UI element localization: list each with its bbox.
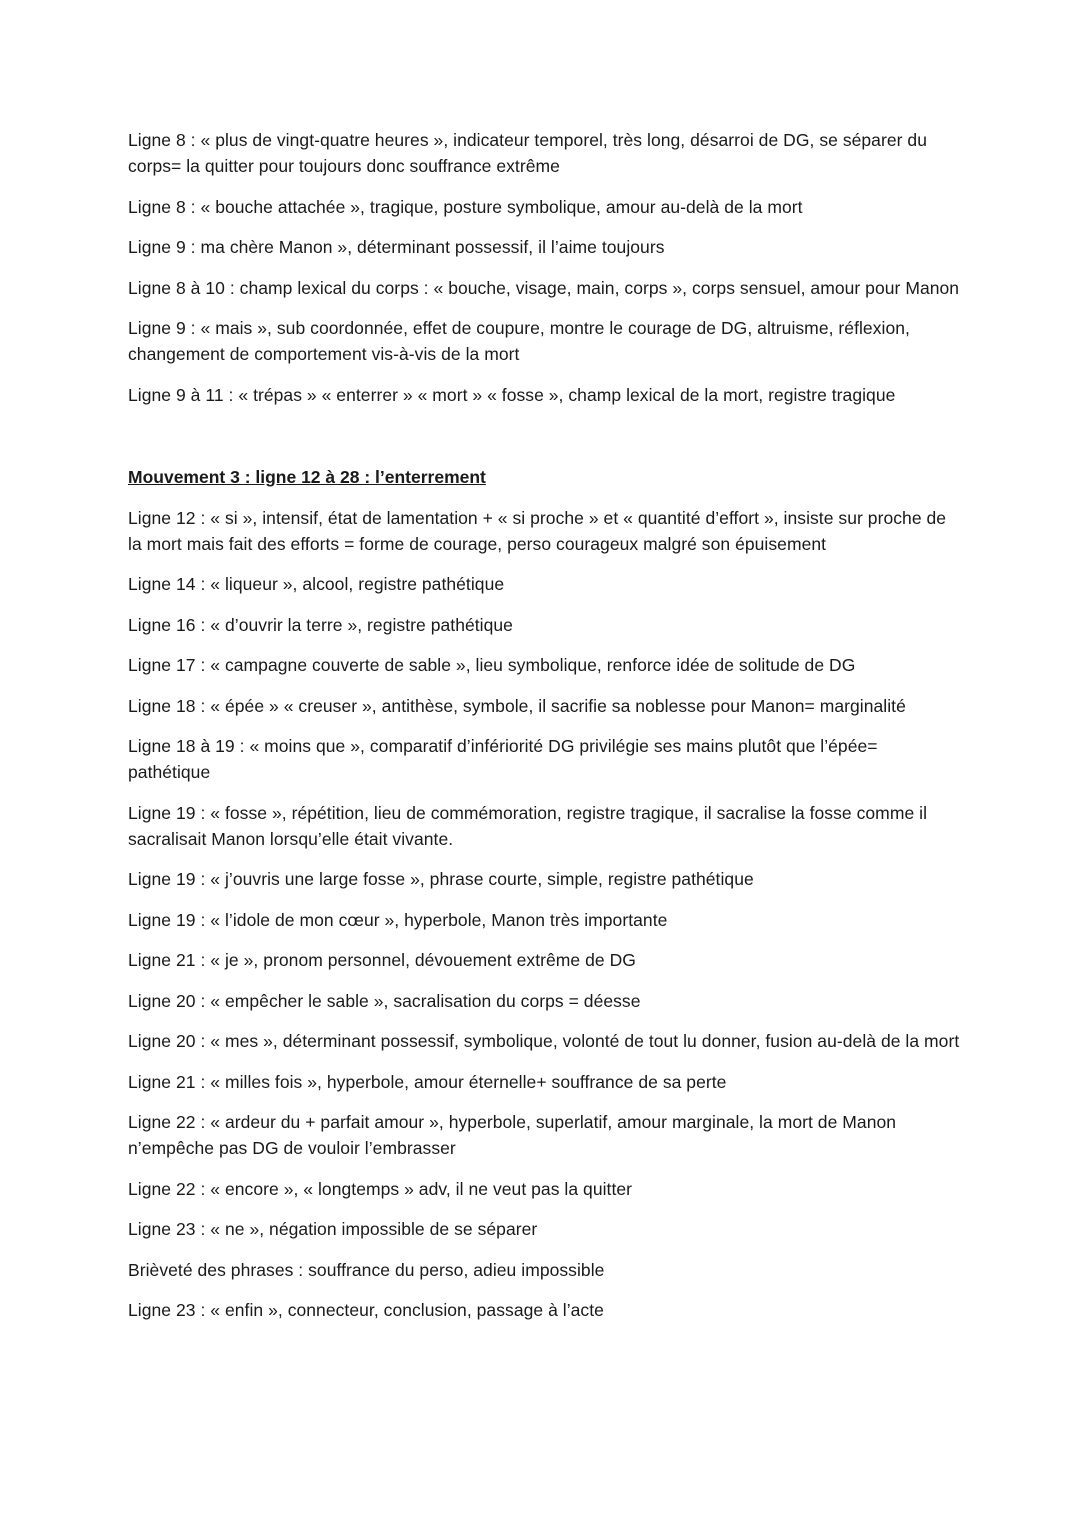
note-paragraph: Ligne 16 : « d’ouvrir la terre », registre pathétique [128, 614, 513, 635]
note-paragraph: Ligne 9 à 11 : « trépas » « enterrer » « mort » « fosse », champ lexical de la mort, registre tragique [128, 384, 896, 405]
section-heading: Mouvement 3 : ligne 12 à 28 : l’enterrement [128, 467, 486, 487]
note-paragraph: Ligne 9 : « mais », sub coordonnée, effet de coupure, montre le courage de DG, altruisme, réflexion, changement de comportement vis-à-vis de la mort [128, 318, 910, 364]
note-paragraph: Ligne 20 : « mes », déterminant possessif, symbolique, volonté de tout lu donner, fusion au-delà de la mort [128, 1031, 960, 1051]
note-paragraph: Ligne 19 : « j’ouvris une large fosse », phrase courte, simple, registre pathétique [128, 869, 754, 889]
note-paragraph: Ligne 21 : « je », pronom personnel, dévouement extrême de DG [128, 950, 636, 970]
section-mouvement-2-notes [128, 127, 960, 408]
section-mouvement-3 [128, 464, 960, 1323]
note-paragraph: Ligne 17 : « campagne couverte de sable », lieu symbolique, renforce idée de solitude de DG [128, 655, 856, 675]
note-paragraph: Brièveté des phrases : souffrance du perso, adieu impossible [128, 1259, 605, 1280]
document-page [128, 127, 960, 1338]
note-paragraph: Ligne 18 à 19 : « moins que », comparatif d’infériorité DG privilégie ses mains plutôt que l’épée= pathétique [128, 736, 878, 782]
note-paragraph: Ligne 8 : « bouche attachée », tragique, posture symbolique, amour au-delà de la mort [128, 196, 803, 217]
note-paragraph: Ligne 20 : « empêcher le sable », sacralisation du corps = déesse [128, 990, 641, 1011]
note-paragraph: Ligne 21 : « milles fois », hyperbole, amour éternelle+ souffrance de sa perte [128, 1071, 727, 1092]
note-paragraph: Ligne 8 à 10 : champ lexical du corps : « bouche, visage, main, corps », corps sensuel, amour pour Manon [128, 277, 960, 298]
note-paragraph: Ligne 8 : « plus de vingt-quatre heures », indicateur temporel, très long, désarroi de DG, se séparer du corps= la quitter pour toujours donc souffrance extrême [128, 130, 927, 176]
note-paragraph: Ligne 23 : « ne », négation impossible de se séparer [128, 1219, 538, 1239]
note-paragraph: Ligne 19 : « fosse », répétition, lieu de commémoration, registre tragique, il sacralise la fosse comme il sacralisait Manon lorsqu’elle était vivante. [128, 802, 928, 849]
note-paragraph: Ligne 9 : ma chère Manon », déterminant possessif, il l’aime toujours [128, 237, 665, 257]
note-paragraph: Ligne 22 : « ardeur du + parfait amour », hyperbole, superlatif, amour marginale, la mort de Manon n’empêche pas DG de vouloir l’embrasser [128, 1112, 897, 1158]
note-paragraph: Ligne 23 : « enfin », connecteur, conclusion, passage à l’acte [128, 1300, 604, 1320]
section-spacer [128, 422, 960, 464]
note-paragraph: Ligne 18 : « épée » « creuser », antithèse, symbole, il sacrifie sa noblesse pour Manon= marginalité [128, 695, 906, 716]
note-paragraph: Ligne 19 : « l’idole de mon cœur », hyperbole, Manon très importante [128, 909, 668, 930]
note-paragraph: Ligne 22 : « encore », « longtemps » adv, il ne veut pas la quitter [128, 1178, 633, 1199]
note-paragraph: Ligne 12 : « si », intensif, état de lamentation + « si proche » et « quantité d’effort », insiste sur proche de la mort mais fait des efforts = forme de courage, perso courageux malgré son épuisement [128, 507, 947, 554]
note-paragraph: Ligne 14 : « liqueur », alcool, registre pathétique [128, 574, 505, 594]
